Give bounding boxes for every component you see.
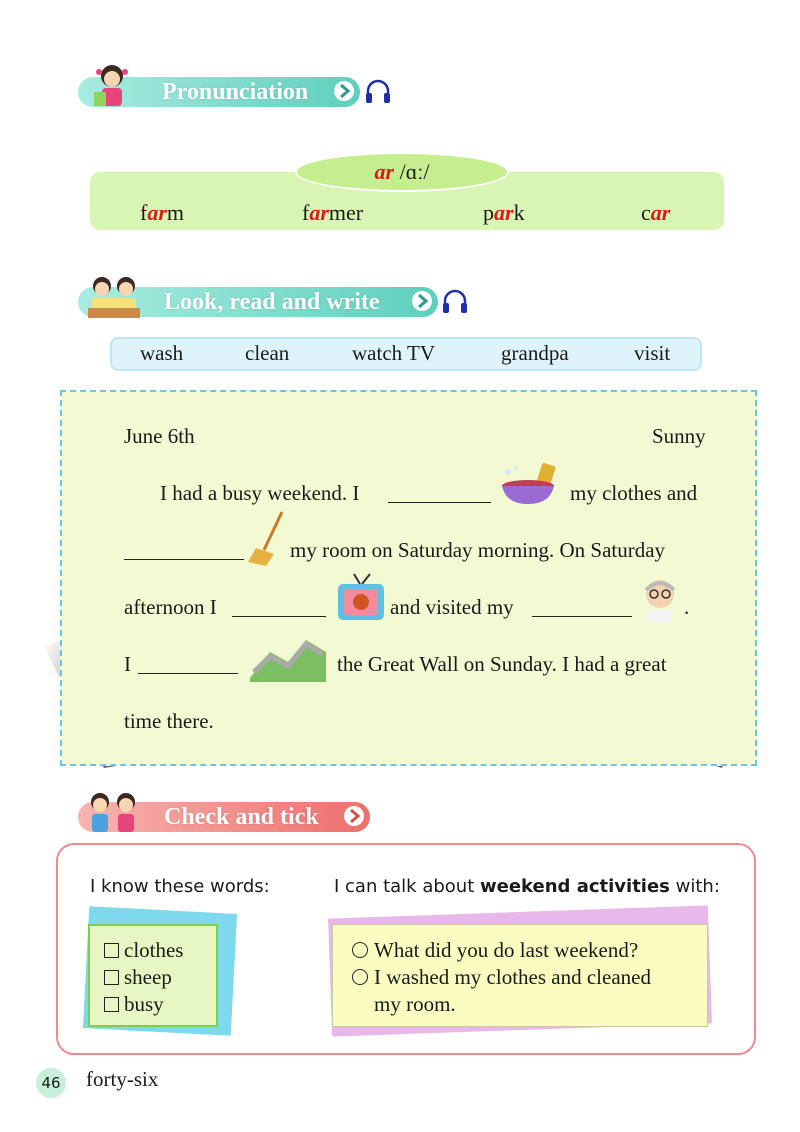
word-car: car [641, 200, 671, 225]
great-wall-icon [250, 632, 326, 682]
word-farmer: farmer [302, 200, 364, 225]
diary-line-1b: my clothes and [570, 481, 698, 505]
diary-line-4b: the Great Wall on Sunday. I had a great [337, 652, 667, 676]
blank-grandpa[interactable] [532, 598, 632, 617]
word-checkbox-item[interactable]: clothes [104, 938, 183, 963]
weekend-activities-emphasis: weekend activities [480, 876, 670, 897]
checkbox-icon [104, 970, 119, 985]
diary-date: June 6th [124, 424, 195, 448]
word-bank-item: wash [140, 341, 184, 365]
diary-line-4a: I [124, 652, 131, 676]
broom-icon [246, 510, 286, 568]
girl-reading-icon [90, 62, 130, 110]
phonetic-label [295, 152, 509, 192]
next-arrow-icon[interactable] [334, 81, 354, 101]
word-bank-item: visit [634, 341, 671, 365]
look-read-write-title: Look, read and write [164, 289, 380, 315]
word-checkbox-item[interactable]: sheep [104, 965, 172, 990]
blank-clean[interactable] [124, 541, 244, 560]
diary-line-2: my room on Saturday morning. On Saturday [290, 538, 666, 562]
blank-watch-tv[interactable] [232, 598, 326, 617]
word-bank-item: grandpa [501, 341, 569, 365]
word-farm: farm [140, 200, 185, 225]
sentence-radio-item[interactable]: What did you do last weekend? [352, 938, 638, 963]
blank-visit[interactable] [138, 655, 238, 674]
checkbox-icon [104, 943, 119, 958]
sentence-continuation: my room. [374, 992, 456, 1016]
word-checkbox-item[interactable]: busy [104, 992, 164, 1017]
blank-wash[interactable] [388, 484, 491, 503]
check-and-tick-title: Check and tick [164, 804, 319, 830]
diary-line-3a: afternoon I [124, 595, 217, 619]
diary-weather: Sunny [652, 424, 706, 448]
phonetic-symbol: /ɑː/ [399, 159, 430, 184]
talk-about-label: I can talk about weekend activities with: [334, 876, 720, 897]
radio-icon [352, 969, 368, 985]
word-bank-item: clean [245, 341, 290, 365]
washing-tub-icon [498, 462, 562, 508]
page-number-word: forty-six [86, 1067, 159, 1091]
know-words-label: I know these words: [90, 876, 270, 897]
word-bank-item: watch TV [352, 341, 436, 365]
diary-line-1a: I had a busy weekend. I [160, 481, 360, 505]
headphones-icon[interactable] [364, 78, 392, 106]
next-arrow-icon[interactable] [344, 806, 364, 826]
page-number: 46 [36, 1068, 66, 1098]
headphones-icon[interactable] [441, 288, 469, 316]
diary-line-3c: . [684, 595, 690, 619]
two-kids-icon [84, 790, 144, 834]
checkbox-icon [104, 997, 119, 1012]
focus-letters: ar [374, 159, 395, 184]
sentence-radio-item[interactable]: I washed my clothes and cleaned [352, 965, 651, 990]
two-kids-reading-icon [86, 274, 142, 320]
television-icon [336, 572, 386, 624]
grandpa-icon [640, 576, 680, 622]
pronunciation-title: Pronunciation [162, 79, 309, 105]
diary-line-5: time there. [124, 709, 214, 733]
radio-icon [352, 942, 368, 958]
word-park: park [483, 200, 525, 225]
diary-line-3b: and visited my [390, 595, 514, 619]
next-arrow-icon[interactable] [412, 291, 432, 311]
